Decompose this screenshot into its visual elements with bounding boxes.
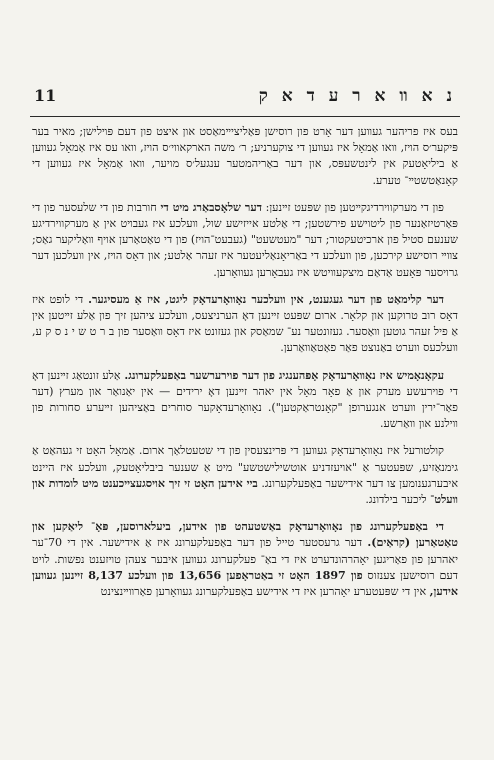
text-segment: ליכער בילדונג.: [365, 493, 431, 507]
bold-text-segment: עקאָנאָמיש איז נאָװאָרעדאָק אָפּהענגיג פון דער פוירערשער באַפעלקערונג.: [120, 368, 444, 382]
bold-text-segment: דער שלאָסבאַרג מיט די: [160, 200, 262, 214]
text-segment: די לופט איז דאָס רוב טרוקען און קלאָר. ארום שפּעט זײנען דאָ הערניצעס, װעלכע ציהען זיך פון אַלע זײטען אין אַ פיל זעהר גוטען װאַסער. געזונטער נע־ שמאַסק און געזונט איז דאָס װאַסער פון ב ר ט ש י נ ס ק ע, װעלכעס װערט באַנוצט פאַר פאַטאַװאַרען.: [32, 292, 458, 355]
paragraph: [32, 368, 458, 433]
paragraph: [32, 292, 458, 357]
bold-text-segment: פון 1897 האָט זי באַטראָפען 13,656 פון װעלכע 8,137 זײנען געװען אידען,: [32, 568, 458, 599]
bold-text-segment: די באַפעלקערונג פון נאָװאָרעדאָק באַשטעהט פון אידען, ביעלארוסען, פּאָ־ ליאַקען און טאַטאַרען (קראַים).: [32, 520, 458, 550]
bold-text-segment: דער קלימאַט פון דער געגענט, אין װעלכער נאָװאָרעדאָק ליגט, איז אַ מעסיגער.: [88, 292, 445, 306]
text-segment: קולטורעל איז נאָװאָרעדאָק געװען די פּרינצעסין פון די שטעטלאַך ארום. אַמאָל האָט זי געהאַט אַ גימנאַזיע, שפּעטער אַ "אױעזדניע אוטשילישטשע" מיט אַ שענער ביבליאָטעק, װעלכע איז היינט איבערגענומען צו דער אידישער באַפעלקערונג.: [32, 444, 458, 490]
text-segment: אין די שפּעטערע יאָהרען איז די אידישע באַפעלקערונג געװאָרען פאַרװײנצינט: [100, 585, 430, 599]
paragraph: [32, 519, 458, 600]
text-segment: אַלע זונטאַג זײנען דאָ די פוירעשע מערק און אַ פאָר מאָל אין יאהר זײנען דאָ ירידים — אין יאַנואַר און מערץ (דער פאַר־ירין װערט אנגערופן "קאָנטראַקטען"). נאָװאָרעדאָקער סוחרים באַציהען זײערע סחורות פון װילנע און װאַרשע.: [32, 368, 458, 431]
bold-text-segment: ביי אידען האָט זי זיך אויסגעצייכענט מיט לומדות און װעלט־: [32, 476, 458, 507]
body-text: [32, 124, 458, 720]
paragraph: [32, 443, 458, 508]
paragraph: [32, 124, 458, 189]
text-segment: פון די מערקווירדיגקײטען פון שפּעט זײנען:: [261, 200, 444, 214]
page-number: 11: [34, 86, 57, 105]
text-segment: דער גרעסטער טייל פון דער באַפעלקערונג איז אַ אידישער. אין די 70־ער יאהרען פון פאַריגען יאָהרהונדערט איז די באַ־ פעלקערונג געװען איבער צעהן טױזענט נפשות. לויט דעם רוסישען צענזוס: [32, 536, 458, 582]
text-segment: חורבות פון די שלעסער פון די פּאַרטיזאַנער פון ליטוישע פירשטען; די אַלטע אייזישע שול, װעלכע איז געבױט אין אַ מערקווירדיגע שענעם סטיל פון ארכיטעקטור; דער "מעטשעט" (געבעט־הויז) פון די טאַטאַרען אויף װאַליקער גאַס; צװײ רוסישע קירכען, פון װעלכע די באַריאָנאַליעטער איז זעהר אַלטע; און דאָס הױז, אין װעלכען דער גרויסער פּאָעט אַדאַם מיצקעװיטש איז געבאָרען געװאָרען.: [32, 200, 458, 279]
header-rule: [30, 116, 460, 117]
paragraph: [32, 200, 458, 281]
running-title: נ א װ א ר ע ד א ק: [258, 86, 456, 106]
text-segment: בעס איז פריהער געװען דער אָרט פון רוסישן פּאַליציײמאַסט און איצט פון דעם פּױלישן; מאיר בער פּיקער׳ס הױז, װאו אַמאָל איז געװען די צוקערניע; ר׳ משה הארקאװי׳ס הױז, װאו עס איז אַמאָל געװען אַ ביליאָטעק אין לינטשעפּס, און דער באַריהמטער ענגעל׳ס מויער, װאו אַמאָל איז געװען די קאָנאַטשטײ־ טערע.: [32, 125, 458, 187]
